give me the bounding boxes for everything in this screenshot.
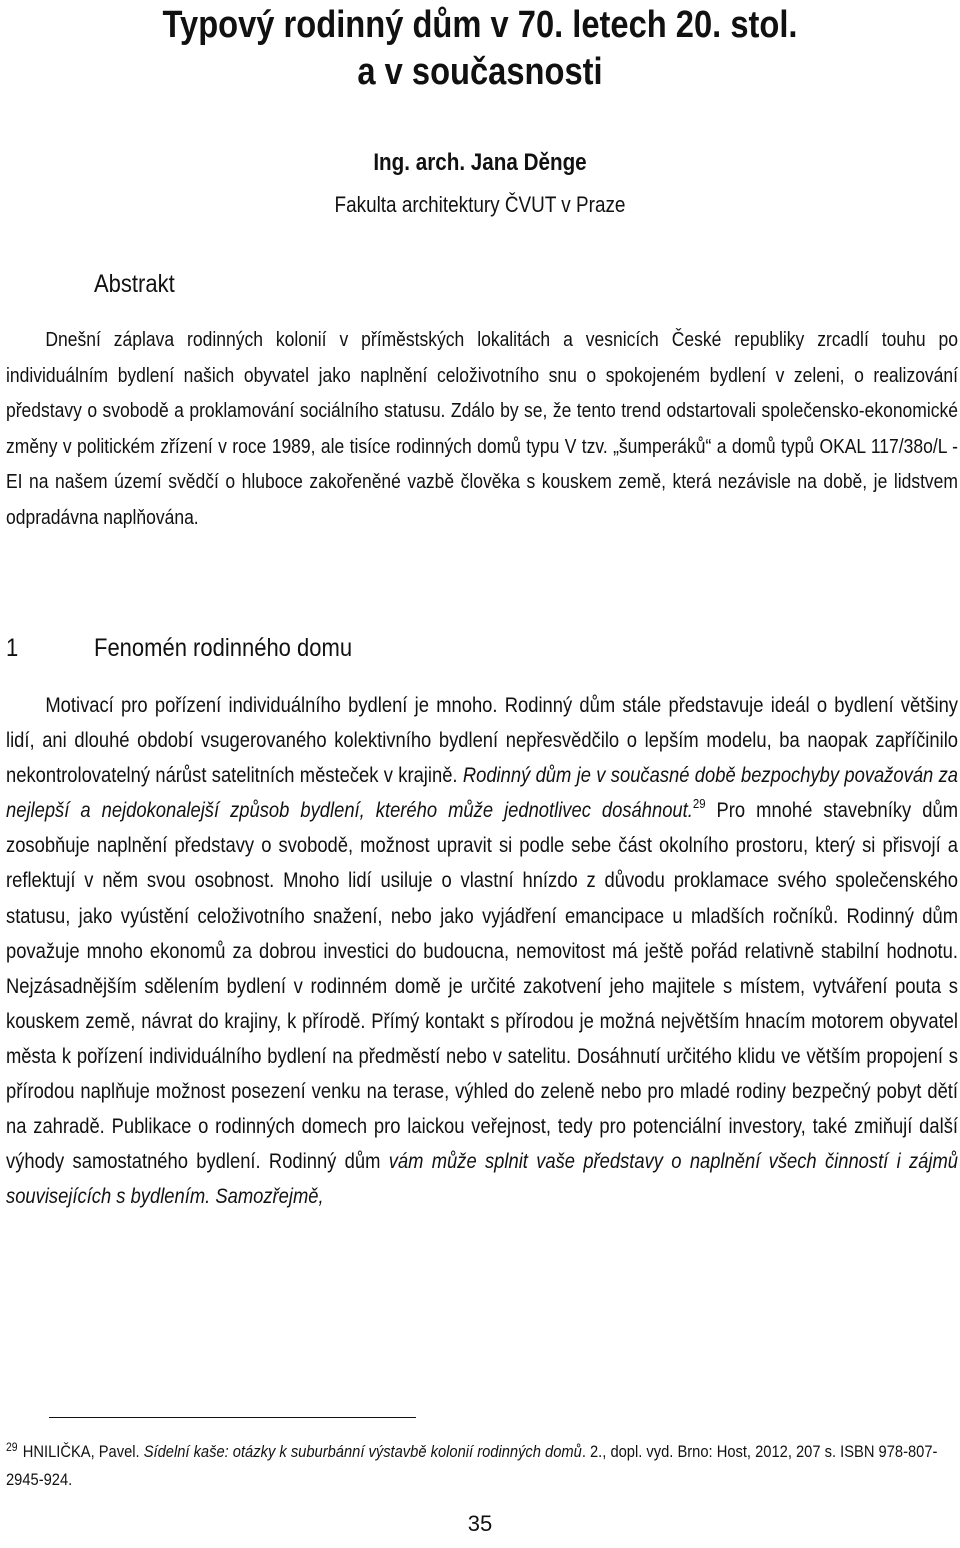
footnote-publication: . 2., dopl. vyd. Brno: Host, 2012, 207 s. ISBN 978-807-2945-924.	[6, 1442, 938, 1489]
abstract-body	[6, 323, 958, 537]
footnote-mark: 29	[6, 1440, 18, 1454]
section-quote-2: vám může splnit vaše představy o naplnění všech činností i zájmů souvisejících s bydlením. Samozřejmě,	[6, 1150, 959, 1209]
footnote-work-title: Sídelní kaše: otázky k suburbánní výstavbě kolonií rodinných domů	[143, 1442, 582, 1461]
section-text-1: Motivací pro pořízení individuálního bydlení je mnoho. Rodinný dům stále představuje ideál o bydlení většiny lidí, ani dlouhé období vsugerovaného kolektivního bydlení nepřesvědčilo o lepším modelu, ba naopak zapříčinilo nekontrolovatelný nárůst satelitních městeček v krajině.	[6, 694, 958, 788]
author-name: Ing. arch. Jana Děnge	[373, 149, 587, 176]
section-number: 1	[6, 634, 19, 662]
footnote	[6, 1433, 958, 1494]
footnote-separator	[49, 1417, 416, 1418]
section-text-2: Pro mnohé stavebníky dům zosobňuje naplnění představy o svobodě, možnost upravit si podle sebe část okolního prostoru, který si přisvojí a reflektují v něm svou osobnost. Mnoho lidí usiluje o vlastní hnízdo z důvodu proklamace svého společenského statusu, jako vyústění celoživotního snažení, nebo jako vyjádření emancipace u mladších ročníků. Rodinný dům považuje mnoho ekonomů za dobrou investici do budoucna, nemovitost má ještě pořád relativně stabilní hodnotu. Nejzásadnějším sdělením bydlení v rodinném domě je určité zakotvení jeho majitele s místem, vytváření pouta s kouskem země, návrat do krajiny, k přírodě. Přímý kontakt s přírodou je možná největším hnacím motorem obyvatel města k pořízení individuálního bydlení na předměstí nebo v satelitu. Dosáhnutí určitého klidu ve větším propojení s přírodou naplňuje možnost posezení venku na terase, výhled do zeleně nebo pro mladé rodiny bezpečný pobyt dětí na zahradě. Publikace o rodinných domech pro laickou veřejnost, tedy pro potenciální investory, také zmiňují další výhody samostatného bydlení. Rodinný dům	[6, 799, 958, 1174]
section-quote-1: Rodinný dům je v současné době bezpochyby považován za nejlepší a nejdokonalejší způsob bydlení, kterého může jednotlivec dosáhnout.	[6, 764, 958, 823]
author-affiliation: Fakulta architektury ČVUT v Praze	[334, 192, 626, 217]
abstract-paragraph: Dnešní záplava rodinných kolonií v příměstských lokalitách a vesnicích České republiky zrcadlí touhu po individuálním bydlení našich obyvatel jako naplnění celoživotního snu o spokojeném bydlení v zeleni, o realizování představy o svobodě a proklamování sociálního statusu. Zdálo by se, že tento trend odstartovali společensko-ekonomické změny v politickém zřízení v roce 1989, ale tisíce rodinných domů typu V tzv. „šumperáků“ a domů typů OKAL 117/38o/L - EI na našem území svědčí o hluboce zakořeněné vazbě člověka s kouskem země, která nezávisle na době, je lidstvem odpradávna naplňována.	[6, 329, 958, 529]
section-title: Fenomén rodinného domu	[94, 634, 353, 662]
section-heading	[6, 631, 352, 665]
footnote-author: HNILIČKA, Pavel.	[22, 1442, 144, 1461]
section-body	[6, 688, 958, 1214]
footnote-reference: 29	[692, 796, 706, 812]
title-line-2: a v současnosti	[357, 51, 603, 93]
page-number: 35	[467, 1511, 493, 1536]
abstract-heading: Abstrakt	[94, 270, 175, 298]
document-title	[67, 2, 893, 96]
title-line-1: Typový rodinný dům v 70. letech 20. stol.	[162, 4, 798, 46]
section-paragraph	[6, 688, 958, 1214]
